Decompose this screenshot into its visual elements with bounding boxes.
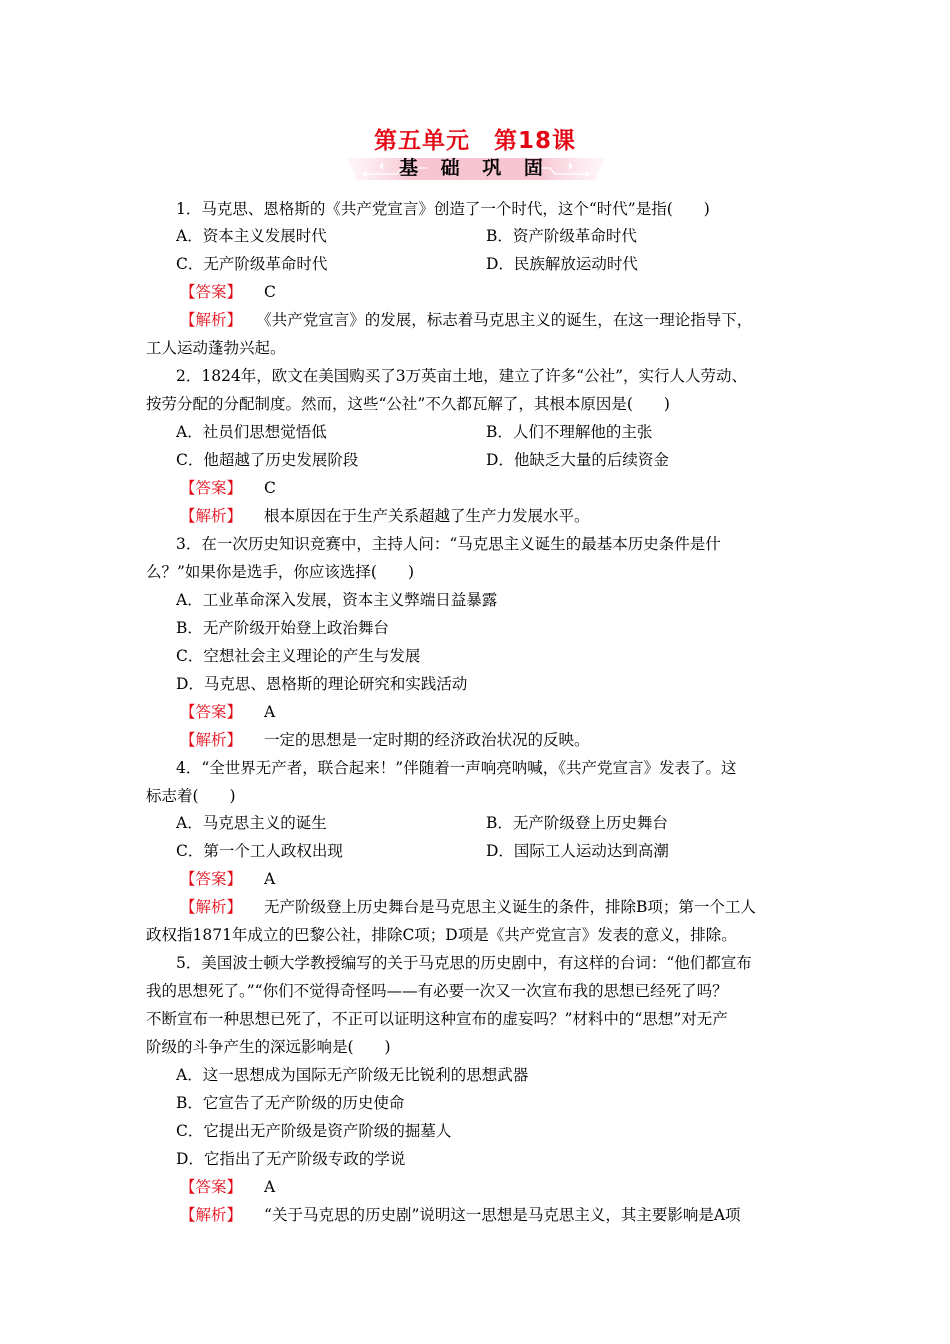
question-5-stem: 5．美国波士顿大学教授编写的关于马克思的历史剧中，有这样的台词：“他们都宣布 [176,954,752,972]
question-2-explanation [180,502,590,530]
question-1-option-c: C．无产阶级革命时代 [176,255,328,273]
explanation-text: “关于马克思的历史剧”说明这一思想是马克思主义，其主要影响是A项 [264,1206,741,1224]
question-4-answer [180,865,275,893]
question-3-explanation [180,726,590,754]
question-2-stem-cont: 按劳分配的分配制度。然而，这些“公社”不久都瓦解了，其根本原因是( ) [146,395,670,413]
question-4-option-d: D．国际工人运动达到高潮 [486,842,669,860]
question-5-explanation [180,1201,741,1229]
explanation-label: 【解析】 [180,898,243,916]
question-2-answer [180,474,276,502]
question-2-option-b: B．人们不理解他的主张 [486,423,653,441]
answer-value: C [264,283,276,301]
question-2-option-c: C．他超越了历史发展阶段 [176,451,359,469]
question-1-option-a: A．资本主义发展时代 [176,227,327,245]
question-5-stem-cont-2: 不断宣布一种思想已死了，不正可以证明这种宣布的虚妄吗？”材料中的“思想”对无产 [146,1010,728,1028]
answer-value: A [264,1178,276,1196]
question-2-stem: 2．1824年，欧文在美国购买了3万英亩土地，建立了许多“公社”，实行人人劳动、 [176,367,748,385]
section-heading: 基 础 巩 固 [399,157,551,179]
question-5-stem-cont-3: 阶级的斗争产生的深远影响是( ) [146,1038,391,1056]
question-1-option-b: B．资产阶级革命时代 [486,227,637,245]
answer-value: A [264,870,276,888]
question-1-stem: 1．马克思、恩格斯的《共产党宣言》创造了一个时代，这个“时代”是指( ) [176,200,710,218]
answer-label: 【答案】 [180,870,243,888]
answer-value: A [264,703,276,721]
question-5-option-a: A．这一思想成为国际无产阶级无比锐利的思想武器 [176,1066,529,1084]
answer-label: 【答案】 [180,479,243,497]
question-1-answer [180,278,276,306]
answer-label: 【答案】 [180,703,243,721]
question-2-option-d: D．他缺乏大量的后续资金 [486,451,669,469]
explanation-label: 【解析】 [180,507,243,525]
question-4-option-b: B．无产阶级登上历史舞台 [486,814,668,832]
explanation-text: 《共产党宣言》的发展，标志着马克思主义的诞生，在这一理论指导下， [264,311,753,329]
question-3-answer [180,698,275,726]
explanation-text: 根本原因在于生产关系超越了生产力发展水平。 [264,507,590,525]
question-5-option-d: D．它指出了无产阶级专政的学说 [176,1150,406,1168]
question-1-option-d: D．民族解放运动时代 [486,255,638,273]
question-3-option-b: B．无产阶级开始登上政治舞台 [176,619,389,637]
question-4-option-a: A．马克思主义的诞生 [176,814,327,832]
question-4-explanation-cont: 政权指1871年成立的巴黎公社，排除C项；D项是《共产党宣言》发表的意义，排除。 [146,926,737,944]
question-4-option-c: C．第一个工人政权出现 [176,842,343,860]
answer-label: 【答案】 [180,1178,243,1196]
answer-value: C [264,479,276,497]
question-1-explanation-cont: 工人运动蓬勃兴起。 [146,339,286,357]
question-3-option-c: C．空想社会主义理论的产生与发展 [176,647,421,665]
explanation-text: 一定的思想是一定时期的经济政治状况的反映。 [264,731,590,749]
question-4-stem-cont: 标志着( ) [146,787,236,805]
question-5-option-b: B．它宣告了无产阶级的历史使命 [176,1094,405,1112]
question-5-stem-cont-1: 我的思想死了。”“你们不觉得奇怪吗——有必要一次又一次宣布我的思想已经死了吗？ [146,982,728,1000]
question-3-stem-cont: 么？”如果你是选手，你应该选择( ) [146,563,415,581]
question-5-option-c: C．它提出无产阶级是资产阶级的掘墓人 [176,1122,452,1140]
answer-label: 【答案】 [180,283,243,301]
question-5-answer [180,1173,275,1201]
question-3-stem: 3．在一次历史知识竞赛中，主持人问：“马克思主义诞生的最基本历史条件是什 [176,535,721,553]
question-3-option-d: D．马克思、恩格斯的理论研究和实践活动 [176,675,468,693]
question-3-option-a: A．工业革命深入发展，资本主义弊端日益暴露 [176,591,498,609]
question-1-explanation [180,306,752,334]
question-4-stem: 4．“全世界无产者，联合起来！”伴随着一声响亮呐喊，《共产党宣言》发表了。这 [176,759,737,777]
question-4-explanation [180,893,756,921]
question-2-option-a: A．社员们思想觉悟低 [176,423,327,441]
explanation-label: 【解析】 [180,731,243,749]
explanation-label: 【解析】 [180,1206,243,1224]
lesson-title: 第五单元 第18课 [373,128,576,154]
explanation-text: 无产阶级登上历史舞台是马克思主义诞生的条件，排除B项；第一个工人 [264,898,756,916]
explanation-label: 【解析】 [180,311,243,329]
